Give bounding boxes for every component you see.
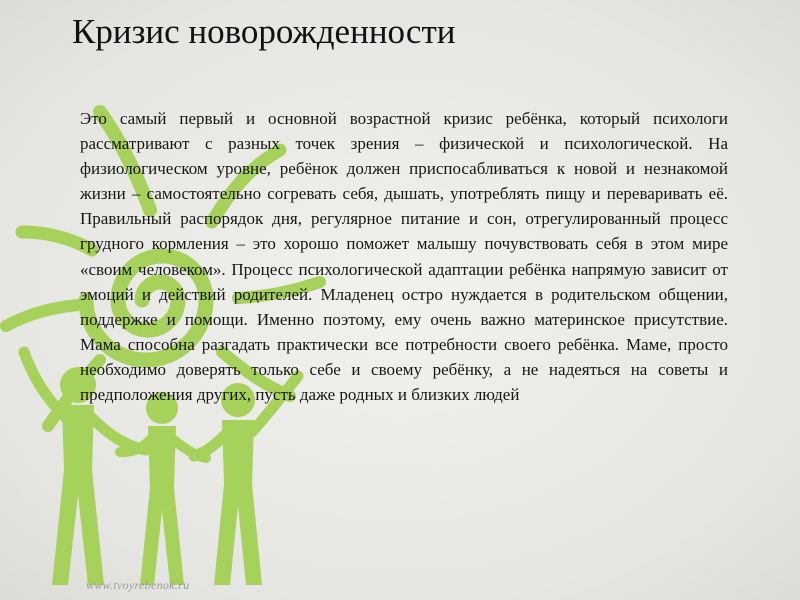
- website-watermark: www.tvoyrebenok.ru: [86, 578, 190, 592]
- slide-body-text: Это самый первый и основной возрастной кризис ребёнка, который психологи рассматривают с разных точек зрения – физической и психологической. На физиологическом уровне, ребёнок должен приспосабливаться к новой и незнакомой жизни – самостоятельно согревать себя, дышать, употреблять пищу и переваривать её. Правильный распорядок дня, регулярное питание и сон, отрегулированный процесс грудного кормления – это хорошо поможет малышу почувствовать себя в этом мире «своим человеком». Процесс психологической адаптации ребёнка напрямую зависит от эмоций и действий родителей. Младенец остро нуждается в родительском общении, поддержке и помощи. Именно поэтому, ему очень важно материнское присутствие. Мама способна разгадать практически все потребности своего ребёнка. Маме, просто необходимо доверять только себе и своему ребёнку, а не надеяться на советы и предположения других, пусть даже родных и близких людей: [80, 109, 728, 405]
- figure-body: [52, 405, 104, 585]
- slide-title: Кризис новорожденности: [72, 12, 456, 51]
- figure-arm: [24, 352, 66, 418]
- figure-arm: [194, 434, 226, 456]
- sun-ray: [6, 305, 78, 326]
